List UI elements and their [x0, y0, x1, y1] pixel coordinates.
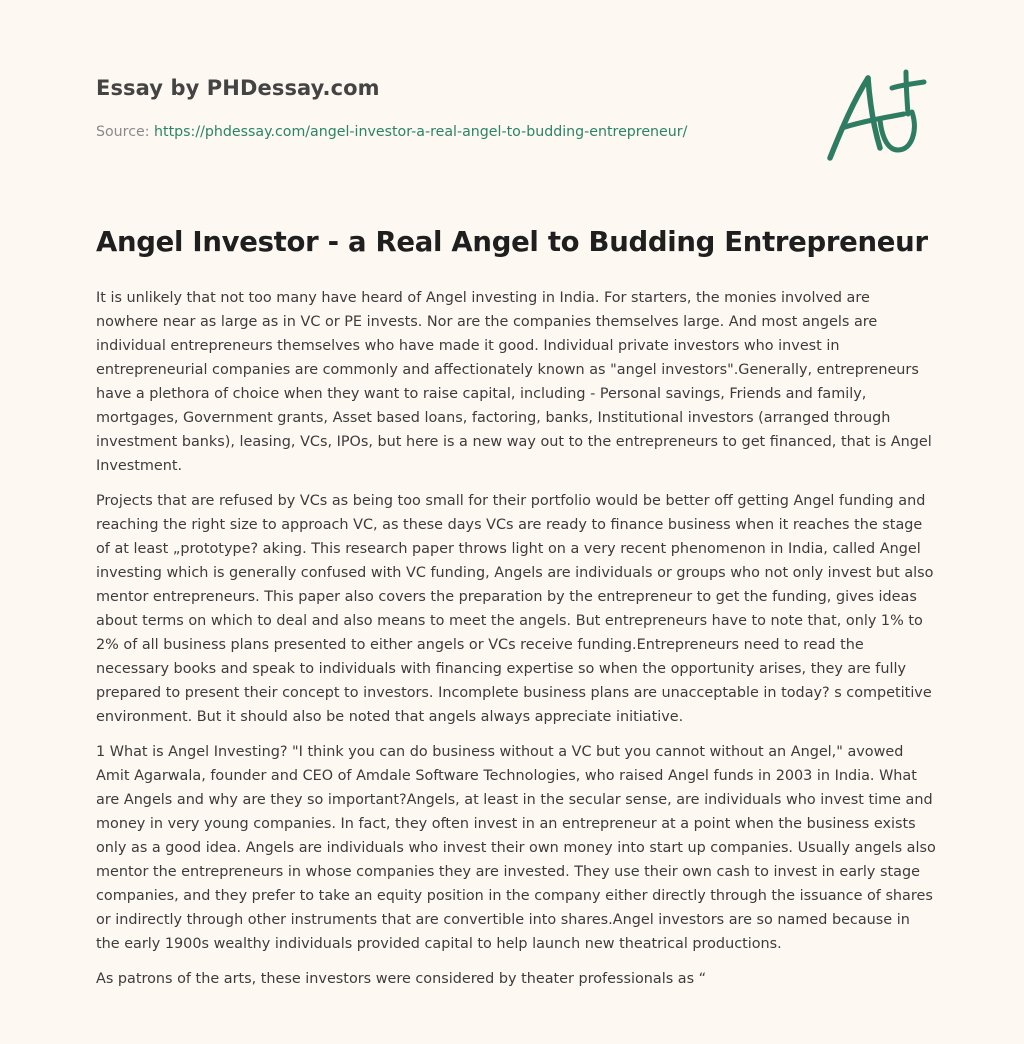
a-plus-logo-icon [820, 66, 930, 166]
essay-paragraph: It is unlikely that not too many have heard of Angel investing in India. For starters, the monies involved are nowhere near as large as in VC or PE invests. Nor are the companies themselves large. And most angels are individual entrepreneurs themselves who have made it good. Individual private investors who invest in entrepreneurial companies are commonly and affectionately known as "angel investors".Generally, entrepreneurs have a plethora of choice when they want to raise capital, including - Personal savings, Friends and family, mortgages, Government grants, Asset based loans, factoring, banks, Institutional investors (arranged through investment banks), leasing, VCs, IPOs, but here is a new way out to the entrepreneurs to get financed, that is Angel Investment. [96, 290, 932, 474]
essay-paragraph: As patrons of the arts, these investors were considered by theater professionals as “ [96, 971, 707, 987]
essay-title: Angel Investor - a Real Angel to Budding Entrepreneur [96, 226, 928, 258]
source-link[interactable]: https://phdessay.com/angel-investor-a-real-angel-to-budding-entrepreneur/ [154, 124, 688, 140]
essay-paragraph: 1 What is Angel Investing? "I think you can do business without a VC but you cannot without an Angel," avowed Amit Agarwala, founder and CEO of Amdale Software Technologies, who raised Angel funds in 2003 in India. What are Angels and why are they so important?Angels, at least in the secular sense, are individuals who invest time and money in very young companies. In fact, they often invest in an entrepreneur at a point when the business exists only as a good idea. Angels are individuals who invest their own money into start up companies. Usually angels also mentor the entrepreneurs in whose companies they are invested. They use their own cash to invest in early stage companies, and they prefer to take an equity position in the company either directly through the issuance of shares or indirectly through other instruments that are convertible into shares.Angel investors are so named because in the early 1900s wealthy individuals provided capital to help launch new theatrical productions. [96, 744, 936, 952]
essay-header [96, 76, 796, 140]
site-title: Essay by PHDessay.com [96, 76, 380, 100]
essay-paragraph: Projects that are refused by VCs as being too small for their portfolio would be better off getting Angel funding and reaching the right size to approach VC, as these days VCs are ready to finance business when it reaches the stage of at least „prototype? aking. This research paper throws light on a very recent phenomenon in India, called Angel investing which is generally confused with VC funding, Angels are individuals or groups who not only invest but also mentor entrepreneurs. This paper also covers the preparation by the entrepreneur to get the funding, gives ideas about terms on which to deal and also means to meet the angels. But entrepreneurs have to note that, only 1% to 2% of all business plans presented to either angels or VCs receive funding.Entrepreneurs need to read the necessary books and speak to individuals with financing expertise so when the opportunity arises, they are fully prepared to present their concept to investors. Incomplete business plans are unacceptable in today? s competitive environment. But it should also be noted that angels always appreciate initiative. [96, 493, 934, 725]
source-line [96, 124, 796, 140]
source-label: Source: [96, 124, 150, 140]
essay-body [96, 286, 936, 1002]
